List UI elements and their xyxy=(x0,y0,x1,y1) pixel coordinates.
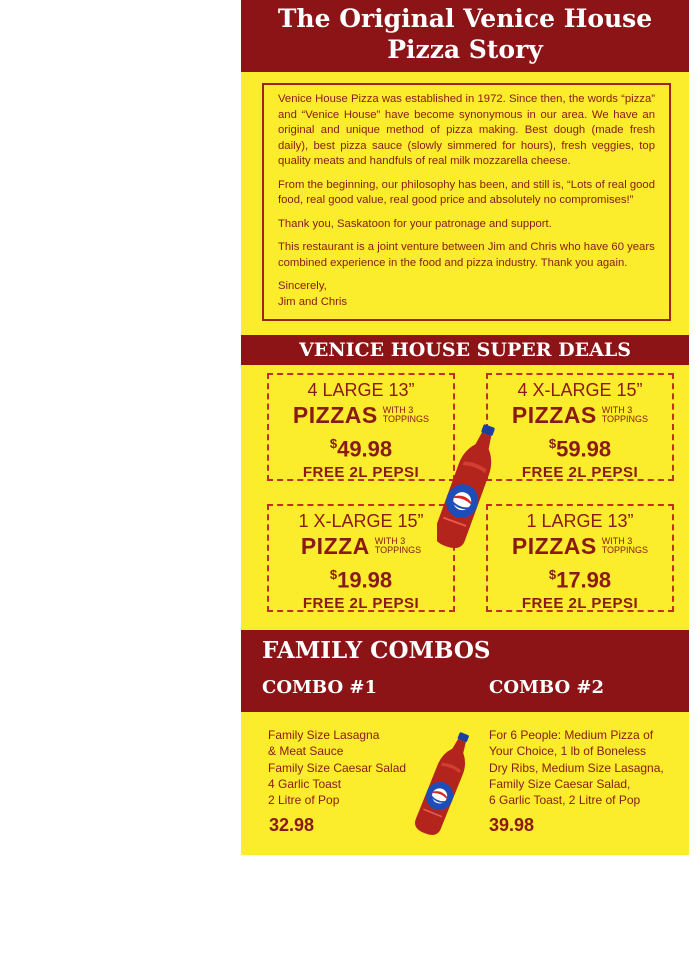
deal-coupon xyxy=(486,504,674,612)
combo-2-title: COMBO #2 xyxy=(489,677,605,698)
deal-free-pepsi: FREE 2L PEPSI xyxy=(521,595,639,613)
deal-free-pepsi: FREE 2L PEPSI xyxy=(302,595,420,613)
pepsi-bottle-icon xyxy=(437,420,497,556)
story-paragraph-4: This restaurant is a joint venture between Jim and Chris who have 60 years combined experience in the food and pizza industry. Thank you again. xyxy=(278,241,655,269)
story-paragraph-1: Venice House Pizza was established in 1972. Since then, the words “pizza” and “Venice House” have become synonymous in our area. We have an original and unique method of pizza making. Best dough (made fresh daily), best pizza sauce (slowly simmered for hours), fresh veggies, top quality meats and handfuls of real milk mozzarella cheese. xyxy=(278,93,655,167)
currency-symbol: $ xyxy=(548,567,557,582)
currency-symbol: $ xyxy=(329,436,338,451)
deal-size: 1 LARGE 13” xyxy=(526,511,634,531)
combo-item: 4 Garlic Toast xyxy=(268,776,342,791)
combo-item: Family Size Caesar Salad, xyxy=(489,776,631,791)
deal-product-row xyxy=(488,533,672,559)
combo-item: 2 Litre of Pop xyxy=(268,793,340,808)
deal-price xyxy=(269,561,453,594)
deal-coupon xyxy=(267,504,455,612)
deal-free-pepsi: FREE 2L PEPSI xyxy=(521,464,639,482)
deal-price-value: 17.98 xyxy=(556,567,612,593)
story-header xyxy=(241,0,689,72)
deal-product: PIZZAS xyxy=(511,401,597,428)
menu-flyer xyxy=(241,0,689,855)
deal-size: 1 X-LARGE 15” xyxy=(298,511,424,531)
deal-with: WITH 3 xyxy=(601,405,633,415)
combo-item: Dry Ribs, Medium Size Lasagna, xyxy=(489,760,664,775)
page-title xyxy=(241,0,689,65)
deal-coupon xyxy=(486,373,674,481)
combo-item: For 6 People: Medium Pizza of xyxy=(489,728,654,742)
deal-with: WITH 3 xyxy=(374,536,406,546)
deal-toppings xyxy=(383,406,429,424)
deal-toppings xyxy=(602,537,648,555)
signature-line-2: Jim and Chris xyxy=(278,295,348,308)
title-line-2: Pizza Story xyxy=(387,35,543,64)
combo-2-items xyxy=(489,727,687,808)
signature-line-1: Sincerely, xyxy=(278,280,327,292)
currency-symbol: $ xyxy=(548,436,557,451)
deal-price-value: 19.98 xyxy=(337,567,393,593)
story-box xyxy=(262,83,671,321)
title-line-1: The Original Venice House xyxy=(277,4,653,33)
combo-1-price: 32.98 xyxy=(269,815,315,835)
deal-toppings-label: TOPPINGS xyxy=(382,414,430,424)
deal-toppings xyxy=(602,406,648,424)
deal-price-value: 49.98 xyxy=(337,436,393,462)
deal-price xyxy=(488,430,672,463)
story-paragraph-3: Thank you, Saskatoon for your patronage and support. xyxy=(278,217,552,230)
deals-header xyxy=(241,335,689,365)
deal-product-row xyxy=(269,533,453,559)
combo-item: Family Size Caesar Salad xyxy=(268,760,407,775)
deal-product-row xyxy=(269,402,453,428)
combo-1-title: COMBO #1 xyxy=(262,677,378,698)
deal-toppings-label: TOPPINGS xyxy=(374,545,422,555)
story-signature xyxy=(278,279,655,310)
combos-title: FAMILY COMBOS xyxy=(262,637,491,664)
currency-symbol: $ xyxy=(329,567,338,582)
deal-coupon xyxy=(267,373,455,481)
deal-free-pepsi: FREE 2L PEPSI xyxy=(302,464,420,482)
deal-price-value: 59.98 xyxy=(556,436,612,462)
deal-toppings xyxy=(375,537,421,555)
combo-item: Family Size Lasagna xyxy=(268,728,380,742)
deal-product: PIZZAS xyxy=(292,401,378,428)
deal-with: WITH 3 xyxy=(382,405,414,415)
deals-title: VENICE HOUSE SUPER DEALS xyxy=(299,339,631,361)
combo-item: & Meat Sauce xyxy=(268,744,344,759)
story-paragraph-2: From the beginning, our philosophy has been, and still is, “Lots of real good food, real good value, real good price and absolutely no compromises!” xyxy=(278,178,655,206)
deal-product: PIZZA xyxy=(300,532,370,559)
deal-size: 4 LARGE 13” xyxy=(307,380,415,400)
deal-product: PIZZAS xyxy=(511,532,597,559)
combo-item: 6 Garlic Toast, 2 Litre of Pop xyxy=(489,793,641,808)
deal-price xyxy=(488,561,672,594)
pepsi-bottle-icon xyxy=(413,728,475,842)
deal-product-row xyxy=(488,402,672,428)
family-combos-header xyxy=(241,630,689,712)
deal-toppings-label: TOPPINGS xyxy=(601,414,649,424)
combo-1-items xyxy=(268,727,418,808)
deal-price xyxy=(269,430,453,463)
deal-with: WITH 3 xyxy=(601,536,633,546)
combo-item: Your Choice, 1 lb of Boneless xyxy=(489,744,646,759)
deal-toppings-label: TOPPINGS xyxy=(601,545,649,555)
combo-2-price: 39.98 xyxy=(489,815,535,835)
deal-size: 4 X-LARGE 15” xyxy=(517,380,643,400)
